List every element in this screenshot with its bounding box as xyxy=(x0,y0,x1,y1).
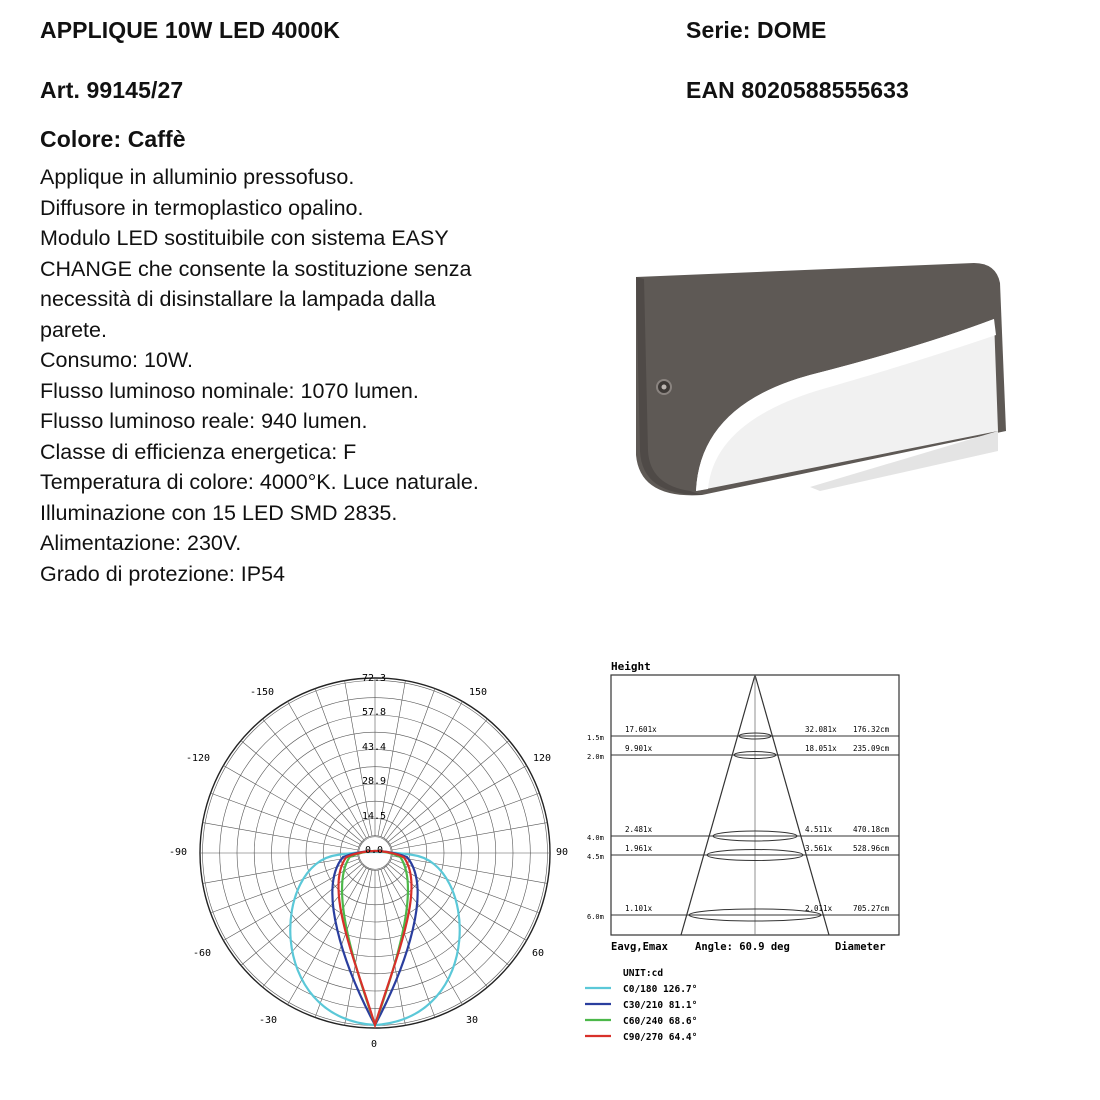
cone-footer-right: Diameter xyxy=(835,941,886,953)
radial-label: 43.4 xyxy=(361,742,387,753)
angle-label: 0 xyxy=(370,1039,378,1050)
cone-row xyxy=(587,744,899,761)
description-line: parete. xyxy=(40,317,107,342)
angle-label: 30 xyxy=(465,1015,479,1026)
svg-text:2.0m: 2.0m xyxy=(587,753,604,761)
description-line: Classe di efficienza energetica: F xyxy=(40,439,357,464)
angle-label: -60 xyxy=(192,948,212,959)
svg-text:2.011x: 2.011x xyxy=(805,904,833,913)
description-line: Modulo LED sostituibile con sistema EASY xyxy=(40,226,449,250)
svg-text:470.18cm: 470.18cm xyxy=(853,825,890,834)
angle-label: -150 xyxy=(249,687,275,698)
svg-text:2.481x: 2.481x xyxy=(625,825,653,834)
svg-text:1.101x: 1.101x xyxy=(625,904,653,913)
angle-label: 60 xyxy=(531,948,545,959)
svg-text:176.32cm: 176.32cm xyxy=(853,725,890,734)
radial-label: 72.3 xyxy=(361,673,387,684)
svg-text:3.561x: 3.561x xyxy=(805,844,833,853)
cone-row xyxy=(587,904,899,921)
angle-label: 90 xyxy=(555,847,569,858)
svg-text:C30/210 81.1°: C30/210 81.1° xyxy=(623,1000,698,1011)
svg-text:4.5m: 4.5m xyxy=(587,853,604,861)
cone-edge-left xyxy=(681,675,755,935)
product-title: APPLIQUE 10W LED 4000K xyxy=(40,17,341,43)
svg-text:4.0m: 4.0m xyxy=(587,834,604,842)
svg-text:17.601x: 17.601x xyxy=(625,725,657,734)
color-label: Colore: Caffè xyxy=(40,126,186,152)
description-line: necessità di disinstallare la lampada dalla xyxy=(40,287,436,311)
cone-row xyxy=(587,825,899,842)
svg-text:235.09cm: 235.09cm xyxy=(853,744,890,753)
angle-label: -120 xyxy=(185,753,211,764)
radial-label: 57.8 xyxy=(361,707,387,718)
product-description xyxy=(40,162,479,589)
svg-text:C0/180 126.7°: C0/180 126.7° xyxy=(623,984,698,995)
ean-code: EAN 8020588555633 xyxy=(686,77,909,103)
angle-label: 150 xyxy=(468,687,488,698)
cone-edge-right xyxy=(755,675,829,935)
description-line: Illuminazione con 15 LED SMD 2835. xyxy=(40,500,398,525)
description-line: Applique in alluminio pressofuso. xyxy=(40,165,355,189)
radial-label: 28.9 xyxy=(361,776,387,787)
legend-item xyxy=(585,1000,697,1011)
series-label: Serie: DOME xyxy=(686,17,827,43)
legend-unit: UNIT:cd xyxy=(623,968,664,979)
legend-item xyxy=(585,984,697,995)
description-line: Diffusore in termoplastico opalino. xyxy=(40,195,364,220)
svg-text:1.961x: 1.961x xyxy=(625,844,653,853)
cone-footer-angle: Angle: 60.9 deg xyxy=(695,941,790,953)
description-line: Grado di protezione: IP54 xyxy=(40,561,286,586)
angle-label: -30 xyxy=(258,1015,278,1026)
svg-text:1.5m: 1.5m xyxy=(587,734,604,742)
description-line: CHANGE che consente la sostituzione senza xyxy=(40,256,472,281)
polar-spoke xyxy=(203,856,358,883)
radial-label: 14.5 xyxy=(361,811,387,822)
legend-item xyxy=(585,1032,697,1043)
legend-item xyxy=(585,1016,697,1027)
polar-spoke xyxy=(392,823,547,850)
polar-spoke xyxy=(392,856,547,883)
svg-text:6.0m: 6.0m xyxy=(587,913,604,921)
description-line: Consumo: 10W. xyxy=(40,348,193,372)
article-number: Art. 99145/27 xyxy=(40,77,184,103)
svg-text:4.511x: 4.511x xyxy=(805,825,833,834)
height-label: Height xyxy=(611,660,651,673)
description-line: Flusso luminoso reale: 940 lumen. xyxy=(40,409,368,433)
svg-text:528.96cm: 528.96cm xyxy=(853,844,890,853)
description-line: Flusso luminoso nominale: 1070 lumen. xyxy=(40,378,419,403)
description-line: Temperatura di colore: 4000°K. Luce naturale. xyxy=(40,470,479,494)
svg-text:C90/270 64.4°: C90/270 64.4° xyxy=(623,1032,698,1043)
polar-spoke xyxy=(203,823,358,850)
description-line: Alimentazione: 230V. xyxy=(40,531,242,555)
svg-text:705.27cm: 705.27cm xyxy=(853,904,890,913)
angle-label: -90 xyxy=(168,847,188,858)
svg-text:32.081x: 32.081x xyxy=(805,725,837,734)
svg-text:9.901x: 9.901x xyxy=(625,744,653,753)
cone-footer-left: Eavg,Emax xyxy=(611,941,668,953)
lamp-product-image xyxy=(630,255,1020,515)
svg-text:18.051x: 18.051x xyxy=(805,744,837,753)
cone-row xyxy=(587,725,899,742)
illuminance-cone-diagram xyxy=(575,655,905,1045)
radial-label: 0.0 xyxy=(364,845,384,856)
svg-text:C60/240 68.6°: C60/240 68.6° xyxy=(623,1016,698,1027)
cone-row xyxy=(587,844,899,861)
polar-luminous-diagram xyxy=(150,660,570,1060)
angle-label: 120 xyxy=(532,753,552,764)
